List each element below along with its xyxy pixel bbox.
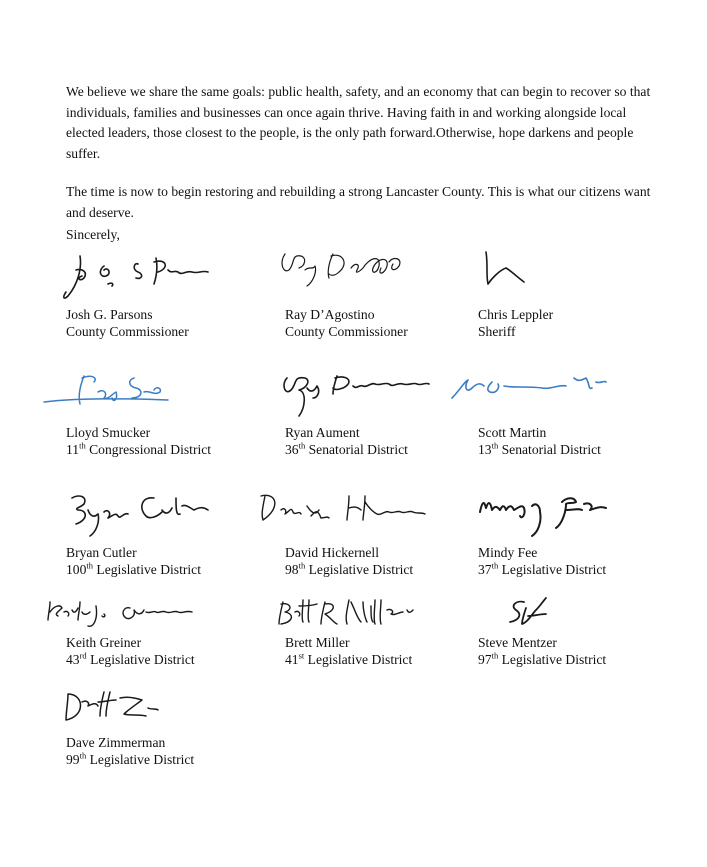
signatory-title: 11th Congressional District [66, 440, 212, 457]
signatory-name: Mindy Fee [478, 545, 538, 560]
signatory-title: 98th Legislative District [285, 560, 414, 577]
signatory-name: Chris Leppler [478, 307, 554, 322]
signature-dagostino [277, 248, 477, 308]
signatory-title: 43rd Legislative District [66, 650, 195, 667]
signatory-name: Ryan Aument [285, 425, 360, 440]
signatory-title: 99th Legislative District [66, 750, 195, 767]
signatory-title: 41st Legislative District [285, 650, 413, 667]
signatory-title: County Commissioner [285, 324, 408, 339]
signatory-name: Lloyd Smucker [66, 425, 151, 440]
signatory-name: Keith Greiner [66, 635, 142, 650]
signatory-title: Sheriff [478, 324, 516, 339]
signatory-title: 36th Senatorial District [285, 440, 408, 457]
signatory-name: Brett Miller [285, 635, 350, 650]
letter-paragraph-restoring: The time is now to begin restoring and rebuilding a strong Lancaster County. This is what our citizens want and deserve. [66, 184, 651, 220]
signature-hickernell [277, 488, 477, 548]
signatory-title: 100th Legislative District [66, 560, 201, 577]
signature-aument [277, 368, 477, 428]
signatory-name: Steve Mentzer [478, 635, 557, 650]
signatory-name: Josh G. Parsons [66, 307, 153, 322]
signatory-title: 97th Legislative District [478, 650, 607, 667]
signatory-name: Scott Martin [478, 425, 547, 440]
signatory-title: 37th Legislative District [478, 560, 607, 577]
letter-closing: Sincerely, [66, 227, 120, 242]
signature-fee [470, 488, 670, 548]
signature-leppler [470, 248, 670, 308]
signature-smucker [58, 368, 258, 428]
signatory-name: Ray D’Agostino [285, 307, 375, 322]
signature-cutler [58, 488, 258, 548]
signature-parsons [58, 248, 258, 308]
signatory-name: Bryan Cutler [66, 545, 137, 560]
signatory-name: David Hickernell [285, 545, 379, 560]
signatory-name: Dave Zimmerman [66, 735, 166, 750]
signatory-title: 13th Senatorial District [478, 440, 601, 457]
letter-paragraph-goals: We believe we share the same goals: public health, safety, and an economy that can begin to recover so that individuals, families and businesses can once again thrive. Having faith in and working alongside local elected leaders, those closest to the people, is the only path forward.Otherwise, hope darkens and people suffer. [66, 84, 651, 161]
signatory-title: County Commissioner [66, 324, 189, 339]
signature-martin [470, 368, 670, 428]
